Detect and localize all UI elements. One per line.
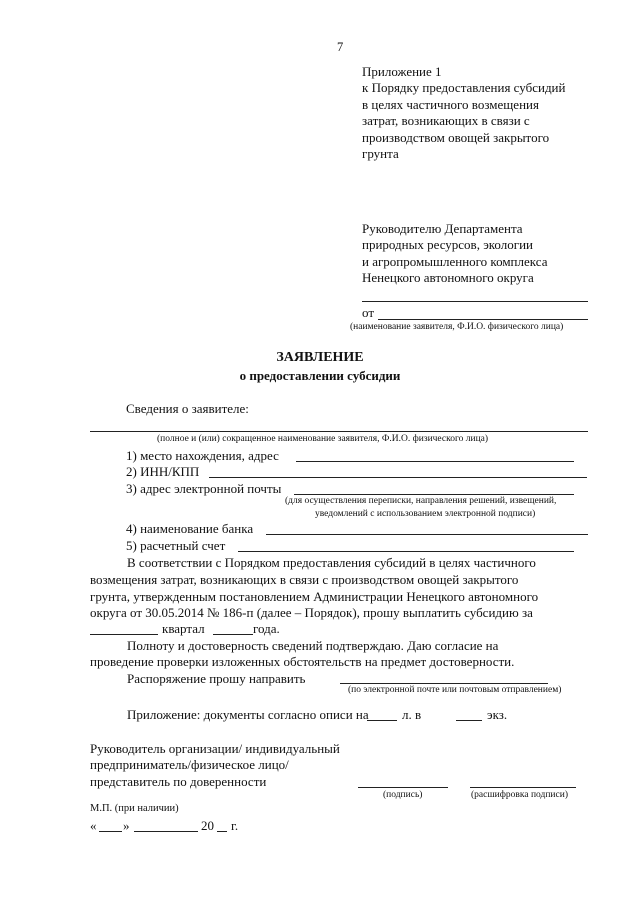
document-title: ЗАЯВЛЕНИЕ (276, 350, 364, 365)
addressee-blank-line[interactable] (362, 301, 588, 302)
body-p1-line: В соответствии с Порядком предоставления субсидий в целях частичного (127, 555, 536, 570)
date-open-quote: « (90, 818, 97, 833)
signature-line[interactable] (358, 787, 448, 788)
appendix-line: производством овощей закрытого (362, 129, 550, 145)
signatory-line: Руководитель организации/ индивидуальный (90, 741, 340, 756)
appendix-line: в целях частичного возмещения (362, 96, 539, 112)
body-p1-line: округа от 30.05.2014 № 186-п (далее – Порядок), прошу выплатить субсидию за (90, 605, 533, 621)
address-label: 1) место нахождения, адрес (126, 448, 279, 463)
body-p2-line: проведение проверки изложенных обстоятельств на предмет достоверности. (90, 654, 515, 669)
account-line[interactable] (238, 551, 574, 552)
signature-hint: (подпись) (383, 790, 423, 800)
appendix-line: грунта (362, 146, 399, 162)
address-line[interactable] (296, 461, 574, 462)
quarter-label: квартал (162, 621, 205, 636)
body-p1-line: грунта, утвержденным постановлением Администрации Ненецкого автономного (90, 588, 539, 604)
addressee-line: и агропромышленного комплекса (362, 253, 548, 269)
date-year-blank[interactable] (217, 831, 227, 832)
quarter-blank[interactable] (90, 634, 158, 635)
appendix-line: затрат, возникающих в связи с (362, 113, 530, 129)
direct-label: Распоряжение прошу направить (127, 671, 306, 686)
body-p1-line: возмещения затрат, возникающих в связи с производством овощей закрытого (90, 572, 519, 587)
inn-label: 2) ИНН/КПП (126, 464, 200, 479)
addressee-block (362, 221, 547, 287)
addressee-line: Ненецкого автономного округа (362, 270, 534, 286)
attachment-suffix: экз. (487, 707, 508, 722)
date-day-blank[interactable] (99, 831, 122, 832)
bank-line[interactable] (266, 534, 588, 535)
date-year-suffix: г. (231, 818, 239, 833)
applicant-name-line[interactable] (90, 431, 588, 432)
bank-label: 4) наименование банка (126, 521, 254, 536)
signatory-line: представитель по доверенности (90, 773, 267, 789)
email-label: 3) адрес электронной почты (126, 481, 282, 496)
document-subtitle: о предоставлении субсидии (239, 368, 401, 383)
appendix-block (362, 64, 565, 162)
addressee-line: природных ресурсов, экологии (362, 237, 533, 253)
email-hint-1: (для осуществления переписки, направления решений, извещений, (285, 496, 557, 506)
year-blank[interactable] (213, 634, 253, 635)
signatory-block (90, 741, 340, 790)
applicant-heading: Сведения о заявителе: (126, 401, 249, 416)
date-close-quote: » (123, 818, 130, 833)
applicant-name-hint: (полное и (или) сокращенное наименование заявителя, Ф.И.О. физического лица) (157, 434, 489, 444)
direct-hint: (по электронной почте или почтовым отправлением) (348, 685, 562, 695)
body-p2-line: Полноту и достоверность сведений подтверждаю. Даю согласие на (127, 638, 499, 653)
decode-hint: (расшифровка подписи) (471, 790, 568, 800)
account-label: 5) расчетный счет (126, 538, 226, 553)
year-label: года. (253, 621, 280, 636)
email-line[interactable] (294, 494, 574, 495)
from-label: от (362, 305, 375, 320)
page-number: 7 (337, 40, 344, 54)
date-century: 20 (201, 818, 214, 833)
addressee-line: Руководителю Департамента (362, 221, 523, 236)
attachment-pages-blank[interactable] (367, 720, 397, 721)
appendix-line: Приложение 1 (362, 64, 442, 79)
email-hint-2: уведомлений с использованием электронной подписи) (315, 509, 536, 519)
date-month-blank[interactable] (134, 831, 198, 832)
from-hint: (наименование заявителя, Ф.И.О. физического лица) (350, 322, 564, 332)
attachment-copies-blank[interactable] (456, 720, 482, 721)
inn-line[interactable] (209, 477, 587, 478)
direct-line[interactable] (340, 683, 548, 684)
attachment-mid: л. в (402, 707, 422, 722)
body-paragraph-1 (90, 572, 588, 622)
signature-decode-line[interactable] (470, 787, 576, 788)
attachment-prefix: Приложение: документы согласно описи на (127, 707, 369, 722)
appendix-line: к Порядку предоставления субсидий (362, 80, 566, 96)
signatory-line: предприниматель/физическое лицо/ (90, 757, 289, 773)
from-blank-line[interactable] (378, 319, 588, 320)
stamp-label: М.П. (при наличии) (90, 803, 179, 814)
